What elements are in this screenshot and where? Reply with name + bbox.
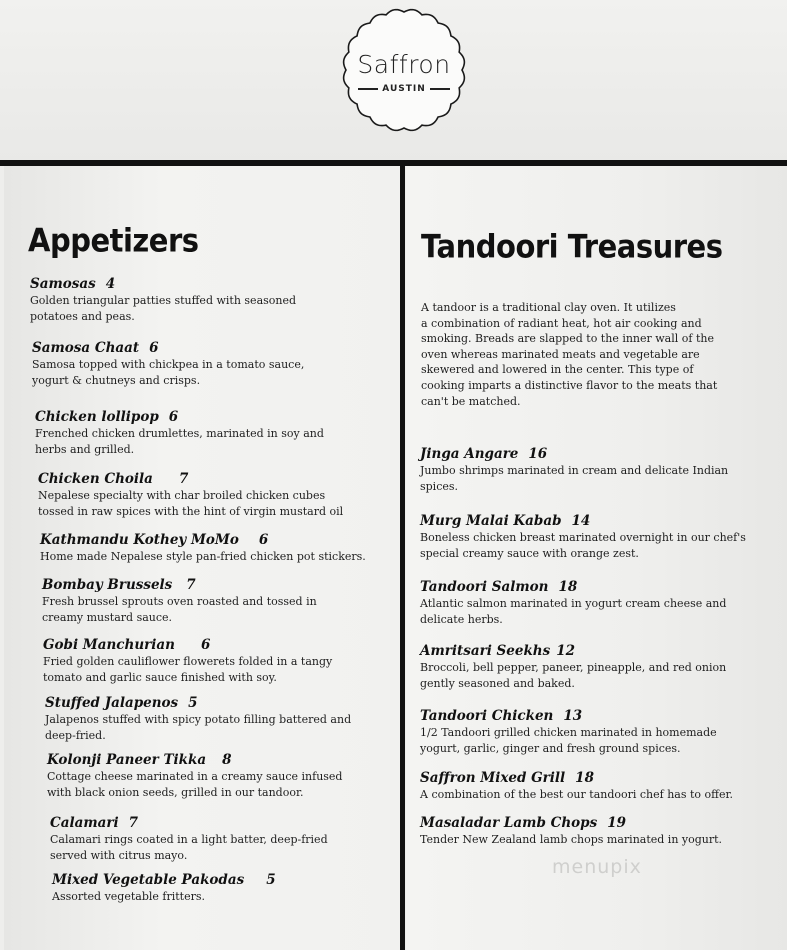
item-desc: Frenched chicken drumlettes, marinated in soy and [35, 427, 324, 440]
menu-item-kolonji-paneer-tikka [47, 752, 342, 801]
item-price: 19 [607, 815, 626, 831]
intro-line: a combination of radiant heat, hot air cooking and [421, 316, 702, 330]
item-title [40, 532, 366, 549]
intro-line: oven whereas marinated meats and vegetable are [421, 347, 700, 361]
appetizers-heading: Appetizers [28, 222, 199, 260]
menu-item-samosa-chaat [32, 340, 304, 389]
item-price: 7 [128, 815, 139, 831]
item-desc: A combination of the best our tandoori chef has to offer. [420, 788, 734, 801]
item-title [35, 409, 324, 426]
intro-line: cooking imparts a distinctive flavor to the meats that [421, 378, 718, 392]
item-price: 18 [558, 579, 578, 595]
menu-item-stuffed-jalapenos [45, 695, 351, 744]
dash-right [430, 88, 450, 90]
menu-item-calamari [50, 815, 328, 864]
item-price: 16 [528, 446, 548, 462]
item-desc: Cottage cheese marinated in a creamy sauce infused [47, 770, 343, 783]
item-title [420, 643, 726, 660]
item-desc: Home made Nepalese style pan-fried chicken pot stickers. [40, 550, 366, 563]
menu-item-mixed-vegetable-pakodas [52, 872, 276, 905]
item-title [50, 815, 328, 832]
item-desc: deep-fried. [45, 729, 106, 742]
item-name: Murg Malai Kabab [420, 513, 562, 529]
item-title [420, 513, 746, 530]
item-desc: yogurt & chutneys and crisps. [32, 374, 201, 387]
menu-item-gobi-manchurian [43, 637, 332, 686]
menu-item-saffron-mixed-grill [420, 770, 733, 803]
dash-left [358, 88, 378, 90]
item-desc: Broccoli, bell pepper, paneer, pineapple, and red onion [420, 661, 727, 674]
intro-line: skewered and lowered in the center. This type of [421, 363, 694, 377]
item-desc: Boneless chicken breast marinated overnight in our chef's [420, 531, 746, 544]
item-name: Tandoori Salmon [420, 579, 549, 595]
item-title [45, 695, 351, 712]
menu-item-bombay-brussels [42, 577, 317, 626]
item-price: 7 [186, 577, 196, 593]
item-desc: with black onion seeds, grilled in our tandoor. [47, 786, 304, 799]
item-desc: Jalapenos stuffed with spicy potato filling battered and [45, 713, 352, 726]
item-desc: Assorted vegetable fritters. [52, 890, 206, 903]
item-price: 5 [266, 872, 276, 888]
restaurant-logo [340, 6, 468, 134]
item-name: Gobi Manchurian [43, 637, 175, 653]
item-desc: Fresh brussel sprouts oven roasted and tossed in [42, 595, 317, 608]
item-price: 6 [258, 532, 269, 548]
item-name: Kolonji Paneer Tikka [47, 752, 207, 768]
tandoor-intro [421, 300, 781, 409]
item-desc: served with citrus mayo. [50, 849, 188, 862]
item-title [420, 815, 722, 832]
item-desc: yogurt, garlic, ginger and fresh ground spices. [420, 742, 681, 755]
item-desc: tomato and garlic sauce finished with soy. [43, 671, 277, 684]
menu-item-tandoori-salmon [420, 579, 726, 628]
item-desc: spices. [420, 480, 459, 493]
item-name: Masaladar Lamb Chops [420, 815, 598, 831]
item-desc: Jumbo shrimps marinated in cream and delicate Indian [420, 464, 729, 477]
item-name: Mixed Vegetable Pakodas [52, 872, 245, 888]
item-title [52, 872, 276, 889]
item-name: Samosas [30, 276, 96, 292]
menu-item-chicken-choila [38, 471, 343, 520]
item-title [42, 577, 317, 594]
item-title [38, 471, 343, 488]
item-price: 4 [105, 276, 116, 292]
intro-line: can't be matched. [421, 394, 521, 408]
menu-item-chicken-lollipop [35, 409, 324, 458]
item-title [420, 708, 717, 725]
item-name: Chicken Choila [38, 471, 153, 487]
item-name: Kathmandu Kothey MoMo [40, 532, 239, 548]
logo-city-text: AUSTIN [382, 84, 426, 94]
vertical-divider [400, 166, 405, 950]
item-title [43, 637, 332, 654]
item-desc: creamy mustard sauce. [42, 611, 173, 624]
item-name: Samosa Chaat [32, 340, 140, 356]
item-desc: Golden triangular patties stuffed with seasoned [30, 294, 297, 307]
intro-line: A tandoor is a traditional clay oven. It utilizes [421, 301, 676, 314]
item-desc: Samosa topped with chickpea in a tomato sauce, [32, 358, 305, 371]
menu-item-kathmandu-momo [40, 532, 366, 565]
item-name: Jinga Angare [420, 446, 519, 462]
item-name: Calamari [50, 815, 119, 831]
item-name: Saffron Mixed Grill [420, 770, 566, 786]
item-price: 13 [563, 708, 583, 724]
item-desc: tossed in raw spices with the hint of virgin mustard oil [38, 505, 344, 518]
menu-item-tandoori-chicken [420, 708, 717, 757]
item-price: 7 [178, 471, 189, 487]
menu-item-jinga-angare [420, 446, 728, 495]
item-price: 6 [168, 409, 179, 425]
item-price: 8 [222, 752, 232, 768]
item-desc: herbs and grilled. [35, 443, 135, 456]
item-title [420, 579, 726, 596]
item-desc: Nepalese specialty with char broiled chicken cubes [38, 489, 326, 502]
item-desc: gently seasoned and baked. [420, 677, 575, 690]
item-desc: Calamari rings coated in a light batter, deep-fried [50, 833, 328, 846]
logo-name: Saffron [357, 50, 451, 79]
item-price: 6 [200, 637, 211, 653]
menu-item-amritsari-seekhs [420, 643, 726, 692]
menu-item-samosas [30, 276, 296, 325]
menu-item-masaladar-lamb-chops [420, 815, 722, 848]
item-desc: special creamy sauce with orange zest. [420, 547, 639, 560]
item-desc: delicate herbs. [420, 613, 503, 626]
item-name: Tandoori Chicken [420, 708, 554, 724]
tandoori-heading: Tandoori Treasures [421, 228, 723, 266]
item-name: Stuffed Jalapenos [45, 695, 179, 711]
item-name: Amritsari Seekhs [420, 643, 551, 659]
intro-line: smoking. Breads are slapped to the inner wall of the [421, 332, 714, 346]
item-title [32, 340, 304, 357]
watermark: menupix [552, 856, 642, 878]
item-title [30, 276, 296, 293]
item-price: 5 [188, 695, 198, 711]
item-desc: Tender New Zealand lamb chops marinated in yogurt. [420, 833, 723, 846]
item-price: 14 [571, 513, 591, 529]
item-price: 12 [556, 643, 576, 659]
item-title [420, 446, 728, 463]
menu-item-murg-malai-kabab [420, 513, 746, 562]
item-name: Bombay Brussels [42, 577, 173, 593]
item-title [47, 752, 342, 769]
item-name: Chicken lollipop [35, 409, 159, 425]
item-desc: Fried golden cauliflower flowerets folded in a tangy [43, 655, 333, 668]
item-price: 18 [575, 770, 594, 786]
item-price: 6 [149, 340, 159, 356]
item-desc: potatoes and peas. [30, 310, 135, 323]
item-title [420, 770, 733, 787]
item-desc: Atlantic salmon marinated in yogurt cream cheese and [420, 597, 727, 610]
logo-city [340, 84, 468, 94]
item-desc: 1/2 Tandoori grilled chicken marinated in homemade [420, 726, 717, 739]
